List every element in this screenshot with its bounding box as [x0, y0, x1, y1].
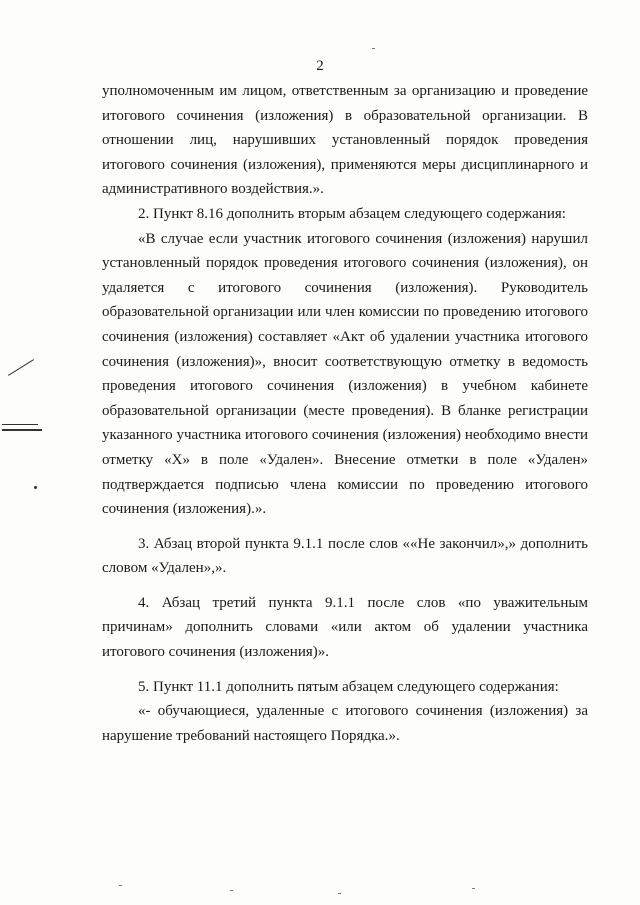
- scan-artifact: [34, 486, 37, 489]
- scan-speck: [338, 893, 341, 894]
- paragraph-quote-11-1: «- обучающиеся, удаленные с итогового сочинения (изложения) за нарушение требований настоящего Порядка.».: [102, 703, 588, 744]
- scan-speck: [372, 48, 375, 49]
- scan-artifact: [2, 429, 42, 431]
- scan-speck: [119, 885, 122, 886]
- paragraph-item-3: 3. Абзац второй пункта 9.1.1 после слов ««Не закончил»,» дополнить словом «Удален»,».: [102, 535, 588, 577]
- paragraph-item-5: 5. Пункт 11.1 дополнить пятым абзацем следующего содержания:: [138, 678, 559, 695]
- page-number: 2: [316, 58, 324, 74]
- paragraph-item-2: 2. Пункт 8.16 дополнить вторым абзацем следующего содержания:: [138, 205, 566, 222]
- scan-artifact: [2, 424, 38, 425]
- scan-speck: [472, 888, 475, 889]
- paragraph-item-4: 4. Абзац третий пункта 9.1.1 после слов «по уважительным причинам» дополнить словами «или актом об удалении участника итогового сочинения (изложения)».: [102, 594, 588, 661]
- paragraph-continuation: уполномоченным им лицом, ответственным за организацию и проведение итогового сочинения (изложения) в образовательной организации. В отношении лиц, нарушивших установленный порядок проведения итогового сочинения (изложения), применяются меры дисциплинарного и административного воздействия.».: [102, 83, 588, 198]
- document-body: [102, 79, 588, 748]
- paragraph-quote-8-16: «В случае если участник итогового сочинения (изложения) нарушил установленный порядок проведения итогового сочинения (изложения), он удаляется с итогового сочинения (изложения). Руководитель образовательной организации или член комиссии по проведению итогового сочинения (изложения) составляет «Акт об удалении участника итогового сочинения (изложения)», вносит соответствующую отметку в ведомость проведения итогового сочинения (изложения) в учебном кабинете образовательной организации (месте проведения). В бланке регистрации указанного участника итогового сочинения (изложения) необходимо внести отметку «Х» в поле «Удален». Внесение отметки в поле «Удален» подтверждается подписью члена комиссии по проведению итогового сочинения (изложения).».: [102, 230, 588, 518]
- scan-artifact: [8, 359, 34, 376]
- scan-speck: [230, 890, 233, 891]
